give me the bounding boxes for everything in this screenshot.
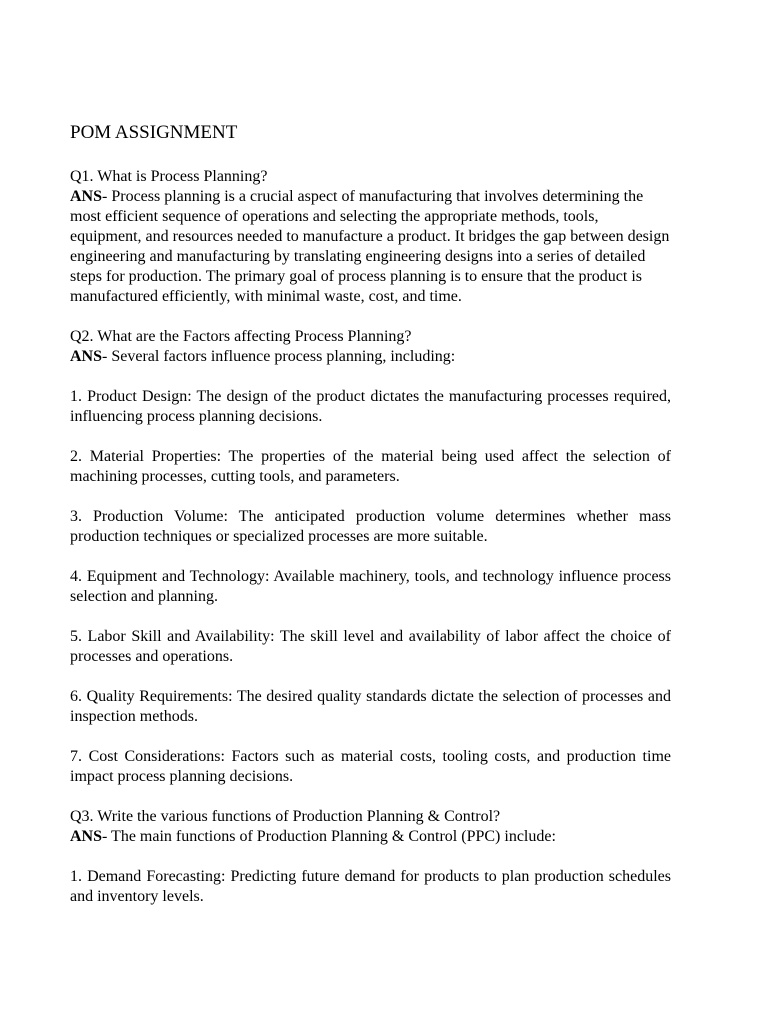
question-2: Q2. What are the Factors affecting Process Planning? — [70, 328, 412, 345]
list-item: 1. Demand Forecasting: Predicting future demand for products to plan production schedules and inventory levels. — [70, 868, 671, 905]
question-2-section — [70, 327, 671, 367]
answer-1-text: - Process planning is a crucial aspect of manufacturing that involves determining the most efficient sequence of operations and selecting the appropriate methods, tools, equipment, and resources needed to manufacture a product. It bridges the gap between design engineering and manufacturing by translating engineering designs into a series of detailed steps for production. The primary goal of process planning is to ensure that the product is manufactured efficiently, with minimal waste, cost, and time. — [70, 188, 670, 305]
list-item: 4. Equipment and Technology: Available machinery, tools, and technology influence process selection and planning. — [70, 568, 671, 605]
question-1-section — [70, 167, 671, 307]
answer-3-text: - The main functions of Production Planning & Control (PPC) include: — [102, 828, 556, 845]
document-title: POM ASSIGNMENT — [70, 122, 238, 143]
answer-2 — [70, 347, 671, 367]
question-3-section — [70, 807, 671, 847]
list-item: 6. Quality Requirements: The desired quality standards dictate the selection of processes and inspection methods. — [70, 688, 671, 725]
answer-label: ANS — [70, 348, 103, 365]
answer-2-text: - Several factors influence process planning, including: — [102, 348, 456, 365]
list-item: 1. Product Design: The design of the product dictates the manufacturing processes required, influencing process planning decisions. — [70, 388, 671, 425]
list-item: 3. Production Volume: The anticipated production volume determines whether mass production techniques or specialized processes are more suitable. — [70, 508, 671, 545]
question-3: Q3. Write the various functions of Production Planning & Control? — [70, 808, 501, 825]
document-body — [70, 121, 671, 927]
answer-label: ANS — [70, 188, 103, 205]
list-item: 7. Cost Considerations: Factors such as material costs, tooling costs, and production time impact process planning decisions. — [70, 748, 671, 785]
answer-label: ANS — [70, 828, 103, 845]
answer-3 — [70, 827, 671, 847]
question-1: Q1. What is Process Planning? — [70, 168, 268, 185]
answer-1 — [70, 187, 671, 307]
list-item: 2. Material Properties: The properties of the material being used affect the selection of machining processes, cutting tools, and parameters. — [70, 448, 671, 485]
list-item: 5. Labor Skill and Availability: The skill level and availability of labor affect the choice of processes and operations. — [70, 628, 671, 665]
